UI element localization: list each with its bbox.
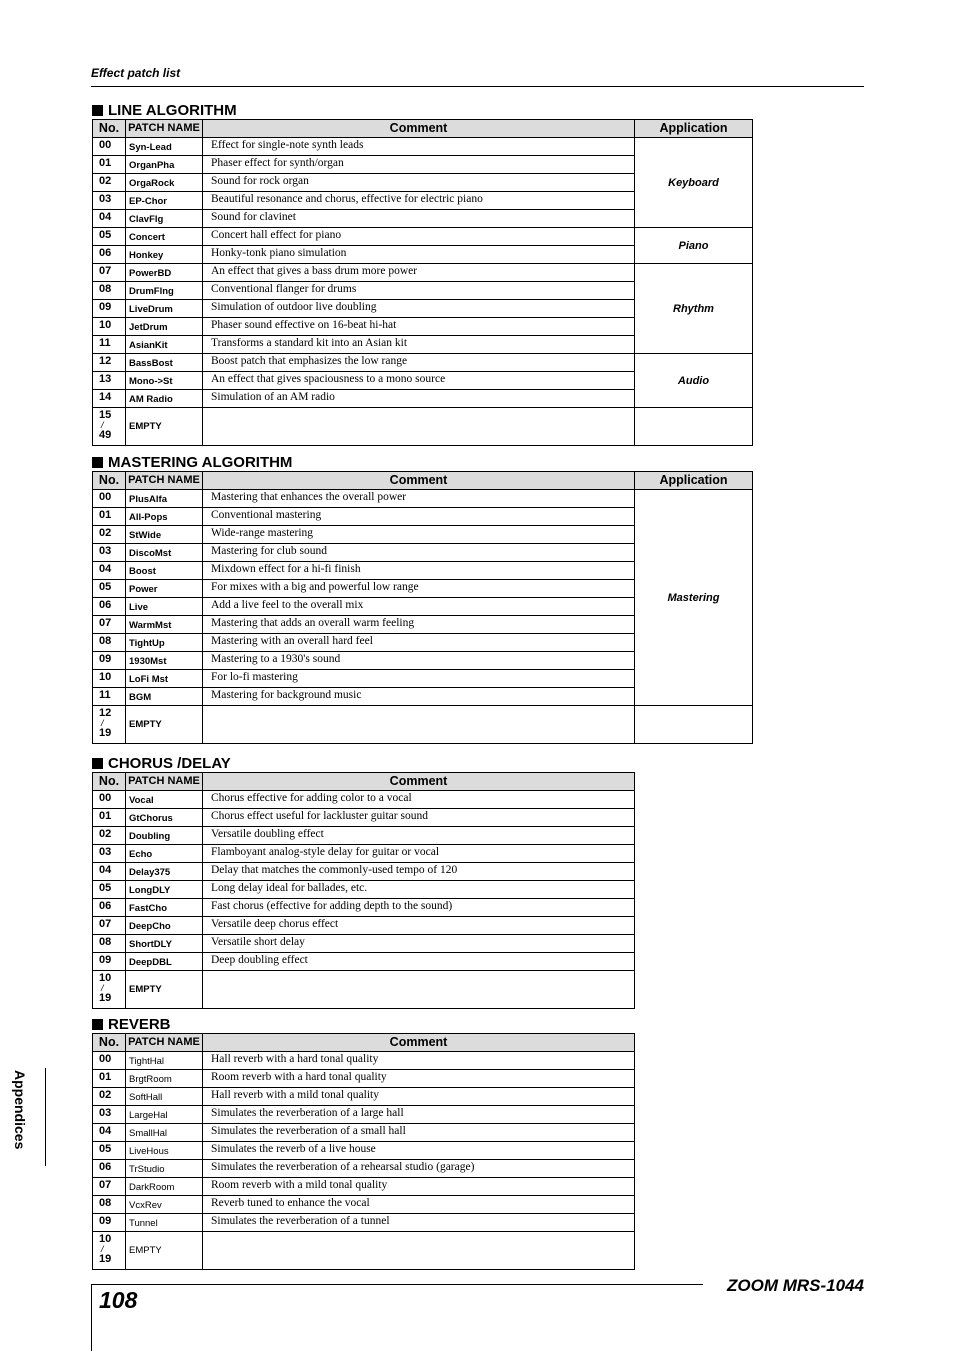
reverb-table [92,1033,635,1270]
table-row [93,1160,635,1178]
cell-no: 00 [93,1052,126,1070]
col-header-patch-name: PATCH NAME [126,472,203,490]
section-title: CHORUS /DELAY [92,755,635,772]
cell-comment: Flamboyant analog-style delay for guitar or vocal [203,845,635,863]
cell-comment: Phaser sound effective on 16-beat hi-hat [203,318,635,336]
cell-patch-name: ShortDLY [126,935,203,953]
col-header-patch-name: PATCH NAME [126,120,203,138]
table-row [93,1178,635,1196]
table-row [93,935,635,953]
cell-patch-name: DeepCho [126,917,203,935]
cell-patch-name: PowerBD [126,264,203,282]
cell-no: 01 [93,156,126,174]
col-header-patch-name: PATCH NAME [126,773,203,791]
cell-patch-name: OrganPha [126,156,203,174]
cell-no: 02 [93,526,126,544]
col-header-comment: Comment [203,773,635,791]
table-row [93,138,753,156]
product-model: ZOOM MRS-1044 [727,1276,864,1295]
cell-no: 11 [93,336,126,354]
cell-patch-name: Tunnel [126,1214,203,1232]
square-bullet-icon [92,1019,103,1030]
cell-no: 06 [93,899,126,917]
cell-no: 09 [93,953,126,971]
range-end: 19 [99,727,112,739]
table-row [93,490,753,508]
footer-rule [91,1284,703,1285]
cell-comment: Simulation of outdoor live doubling [203,300,635,318]
table-row [93,1142,635,1160]
cell-patch-name: Delay375 [126,863,203,881]
cell-no: 05 [93,881,126,899]
cell-comment: Mastering for club sound [203,544,635,562]
cell-no: 09 [93,652,126,670]
cell-comment: Long delay ideal for ballades, etc. [203,881,635,899]
cell-comment: Mastering that adds an overall warm feeling [203,616,635,634]
col-header-comment: Comment [203,472,635,490]
cell-comment [203,408,635,446]
cell-comment: Versatile deep chorus effect [203,917,635,935]
cell-patch-name: AsianKit [126,336,203,354]
col-header-no: No. [93,120,126,138]
cell-patch-name: Syn-Lead [126,138,203,156]
table-row [93,827,635,845]
cell-patch-name: Echo [126,845,203,863]
cell-no: 03 [93,1106,126,1124]
range-start: 15 [99,409,112,421]
cell-comment: Mastering to a 1930's sound [203,652,635,670]
cell-application: Mastering [635,490,753,706]
cell-comment: Phaser effect for synth/organ [203,156,635,174]
cell-patch-name: All-Pops [126,508,203,526]
cell-comment [203,1232,635,1270]
cell-comment: Simulates the reverberation of a large hall [203,1106,635,1124]
table-row [93,1106,635,1124]
mastering-algorithm-section [92,454,753,744]
cell-no-range [93,1232,126,1270]
col-header-comment: Comment [203,1034,635,1052]
cell-comment: Mastering that enhances the overall power [203,490,635,508]
cell-no: 01 [93,508,126,526]
cell-patch-name: LargeHal [126,1106,203,1124]
cell-patch-name: TightHal [126,1052,203,1070]
header-rule [91,86,864,87]
footer-vertical-rule [91,1284,92,1351]
cell-comment: An effect that gives a bass drum more power [203,264,635,282]
cell-no: 06 [93,598,126,616]
cell-patch-name: OrgaRock [126,174,203,192]
cell-patch-name: BassBost [126,354,203,372]
cell-no: 08 [93,282,126,300]
table-row [93,791,635,809]
cell-patch-name: Power [126,580,203,598]
table-row [93,845,635,863]
cell-no: 05 [93,1142,126,1160]
cell-patch-name: Doubling [126,827,203,845]
cell-no: 01 [93,1070,126,1088]
cell-patch-name: LongDLY [126,881,203,899]
cell-no: 07 [93,264,126,282]
cell-comment [203,706,635,744]
cell-patch-name: JetDrum [126,318,203,336]
table-row [93,1214,635,1232]
cell-patch-name: DeepDBL [126,953,203,971]
cell-comment: Conventional mastering [203,508,635,526]
side-tab-label: Appendices [12,1070,28,1150]
chorus-delay-table [92,772,635,1009]
cell-comment: Hall reverb with a hard tonal quality [203,1052,635,1070]
cell-comment: Room reverb with a mild tonal quality [203,1178,635,1196]
table-row-empty-range [93,408,753,446]
table-row [93,264,753,282]
table-row [93,863,635,881]
col-header-comment: Comment [203,120,635,138]
cell-no: 05 [93,580,126,598]
cell-no: 02 [93,1088,126,1106]
cell-no-range [93,971,126,1009]
cell-comment: Simulates the reverberation of a rehearsal studio (garage) [203,1160,635,1178]
cell-comment: Sound for clavinet [203,210,635,228]
cell-no: 10 [93,670,126,688]
cell-patch-name: Boost [126,562,203,580]
cell-no: 00 [93,791,126,809]
cell-patch-name: PlusAlfa [126,490,203,508]
table-row [93,917,635,935]
cell-no: 01 [93,809,126,827]
running-header: Effect patch list [91,66,181,80]
cell-no: 04 [93,562,126,580]
section-title: LINE ALGORITHM [92,102,753,119]
cell-application: Keyboard [635,138,753,228]
cell-no: 06 [93,246,126,264]
cell-patch-name: 1930Mst [126,652,203,670]
table-row [93,1052,635,1070]
cell-comment: Mastering for background music [203,688,635,706]
cell-comment: Chorus effect useful for lackluster guitar sound [203,809,635,827]
cell-no: 04 [93,1124,126,1142]
range-start: 10 [99,972,112,984]
cell-comment: For mixes with a big and powerful low range [203,580,635,598]
range-end: 49 [99,429,112,441]
cell-comment: Simulates the reverberation of a small hall [203,1124,635,1142]
cell-comment: Hall reverb with a mild tonal quality [203,1088,635,1106]
table-row [93,809,635,827]
col-header-patch-name: PATCH NAME [126,1034,203,1052]
range-separator: / [101,420,104,430]
cell-comment: Reverb tuned to enhance the vocal [203,1196,635,1214]
cell-patch-name: StWide [126,526,203,544]
section-title: MASTERING ALGORITHM [92,454,753,471]
range-separator: / [101,983,104,993]
cell-comment: Room reverb with a hard tonal quality [203,1070,635,1088]
cell-comment: Deep doubling effect [203,953,635,971]
cell-patch-name: BrgtRoom [126,1070,203,1088]
col-header-application: Application [635,120,753,138]
cell-patch-name: LoFi Mst [126,670,203,688]
page-number: 108 [99,1287,138,1313]
cell-comment: An effect that gives spaciousness to a mono source [203,372,635,390]
cell-patch-name: BGM [126,688,203,706]
cell-no: 10 [93,318,126,336]
cell-no: 00 [93,490,126,508]
cell-no: 03 [93,544,126,562]
cell-patch-name: DiscoMst [126,544,203,562]
cell-patch-name: FastCho [126,899,203,917]
cell-no: 02 [93,827,126,845]
cell-no: 08 [93,634,126,652]
table-row [93,1124,635,1142]
cell-patch-name: Vocal [126,791,203,809]
table-row [93,1070,635,1088]
cell-patch-name: SmallHal [126,1124,203,1142]
table-row [93,228,753,246]
cell-no: 14 [93,390,126,408]
cell-patch-name: EMPTY [126,971,203,1009]
cell-patch-name: Live [126,598,203,616]
cell-no: 02 [93,174,126,192]
cell-no: 11 [93,688,126,706]
cell-patch-name: EP-Chor [126,192,203,210]
cell-comment: Simulation of an AM radio [203,390,635,408]
cell-comment: Simulates the reverberation of a tunnel [203,1214,635,1232]
cell-comment: Add a live feel to the overall mix [203,598,635,616]
range-separator: / [101,718,104,728]
cell-comment: Honky-tonk piano simulation [203,246,635,264]
cell-patch-name: GtChorus [126,809,203,827]
cell-patch-name: EMPTY [126,408,203,446]
cell-comment: Mixdown effect for a hi-fi finish [203,562,635,580]
range-separator: / [101,1244,104,1254]
cell-no: 03 [93,192,126,210]
cell-comment: Beautiful resonance and chorus, effective for electric piano [203,192,635,210]
cell-comment: Transforms a standard kit into an Asian kit [203,336,635,354]
cell-patch-name: LiveHous [126,1142,203,1160]
section-title: REVERB [92,1016,635,1033]
table-row [93,1088,635,1106]
cell-patch-name: AM Radio [126,390,203,408]
cell-comment: Mastering with an overall hard feel [203,634,635,652]
range-start: 12 [99,707,112,719]
range-end: 19 [99,1253,112,1265]
cell-comment: For lo-fi mastering [203,670,635,688]
reverb-section [92,1016,635,1270]
table-row [93,1196,635,1214]
cell-patch-name: TightUp [126,634,203,652]
table-row-empty-range [93,971,635,1009]
cell-no: 13 [93,372,126,390]
cell-comment: Wide-range mastering [203,526,635,544]
cell-patch-name: DarkRoom [126,1178,203,1196]
col-header-application: Application [635,472,753,490]
cell-patch-name: DrumFlng [126,282,203,300]
cell-comment: Chorus effective for adding color to a vocal [203,791,635,809]
cell-patch-name: ClavFlg [126,210,203,228]
cell-comment: Boost patch that emphasizes the low range [203,354,635,372]
cell-no: 04 [93,863,126,881]
cell-no: 03 [93,845,126,863]
cell-no: 09 [93,300,126,318]
cell-patch-name: WarmMst [126,616,203,634]
cell-patch-name: Mono->St [126,372,203,390]
cell-comment [203,971,635,1009]
cell-no: 12 [93,354,126,372]
cell-comment: Concert hall effect for piano [203,228,635,246]
chorus-delay-section [92,755,635,1009]
cell-no: 05 [93,228,126,246]
cell-patch-name: LiveDrum [126,300,203,318]
cell-comment: Fast chorus (effective for adding depth to the sound) [203,899,635,917]
range-end: 19 [99,992,112,1004]
cell-no: 06 [93,1160,126,1178]
cell-patch-name: SoftHall [126,1088,203,1106]
cell-application: Audio [635,354,753,408]
cell-application [635,408,753,446]
cell-comment: Conventional flanger for drums [203,282,635,300]
table-row [93,953,635,971]
cell-no: 00 [93,138,126,156]
line-algorithm-table [92,119,753,446]
cell-application [635,706,753,744]
cell-patch-name: Concert [126,228,203,246]
cell-comment: Simulates the reverb of a live house [203,1142,635,1160]
cell-no: 07 [93,616,126,634]
cell-application: Rhythm [635,264,753,354]
cell-patch-name: Honkey [126,246,203,264]
cell-no: 08 [93,1196,126,1214]
cell-patch-name: EMPTY [126,706,203,744]
cell-comment: Versatile short delay [203,935,635,953]
table-row-empty-range [93,706,753,744]
cell-patch-name: VcxRev [126,1196,203,1214]
cell-comment: Sound for rock organ [203,174,635,192]
col-header-no: No. [93,1034,126,1052]
cell-patch-name: TrStudio [126,1160,203,1178]
line-algorithm-section [92,102,753,446]
cell-comment: Versatile doubling effect [203,827,635,845]
square-bullet-icon [92,758,103,769]
cell-patch-name: EMPTY [126,1232,203,1270]
cell-no-range [93,408,126,446]
table-row [93,899,635,917]
cell-no: 08 [93,935,126,953]
table-row [93,881,635,899]
col-header-no: No. [93,472,126,490]
cell-no: 07 [93,917,126,935]
square-bullet-icon [92,105,103,116]
square-bullet-icon [92,457,103,468]
mastering-algorithm-table [92,471,753,744]
cell-no: 09 [93,1214,126,1232]
cell-comment: Effect for single-note synth leads [203,138,635,156]
table-row-empty-range [93,1232,635,1270]
table-row [93,354,753,372]
range-start: 10 [99,1233,112,1245]
cell-no: 07 [93,1178,126,1196]
cell-no: 04 [93,210,126,228]
cell-application: Piano [635,228,753,264]
cell-comment: Delay that matches the commonly-used tempo of 120 [203,863,635,881]
col-header-no: No. [93,773,126,791]
cell-no-range [93,706,126,744]
